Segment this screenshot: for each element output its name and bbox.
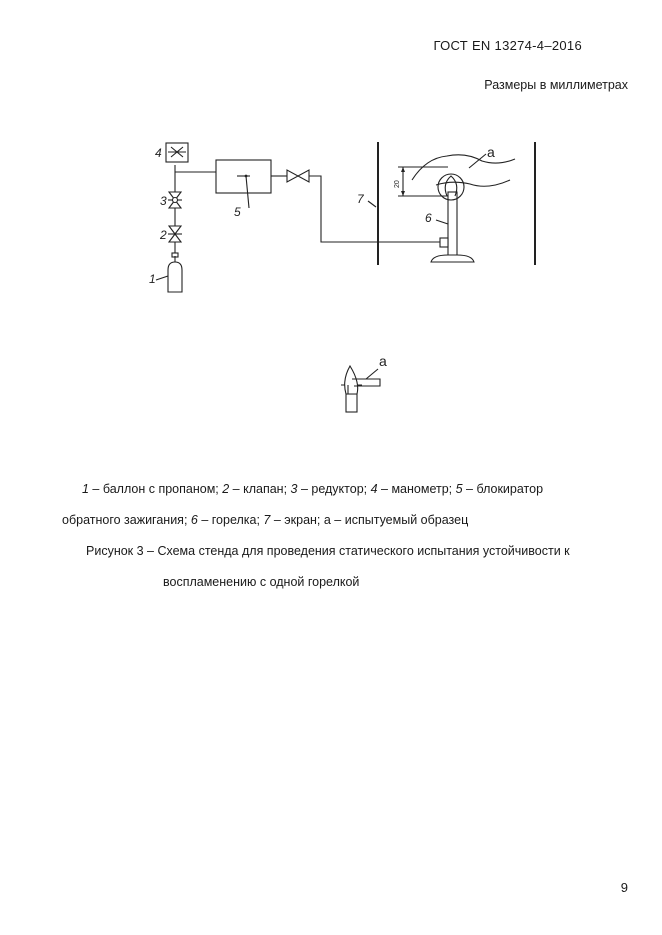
legend-key-2: 2: [222, 482, 230, 496]
legend-text-7: – экран; а – испытуемый образец: [270, 513, 469, 527]
legend-line-1: [82, 482, 543, 496]
callout-7: 7: [357, 192, 364, 206]
legend-text-4: – манометр;: [377, 482, 456, 496]
figure-caption-line-1: Рисунок 3 – Схема стенда для проведения статического испытания устойчивости к: [86, 544, 570, 558]
dimension-label: 20: [394, 180, 401, 188]
inset-callout-a: a: [379, 353, 387, 369]
manometer: [166, 143, 188, 162]
legend-text-5b: обратного зажигания;: [62, 513, 191, 527]
legend-key-5: 5: [455, 482, 463, 496]
legend-key-6: 6: [190, 513, 198, 527]
callout-1: 1: [149, 272, 156, 286]
legend-key-4: 4: [370, 482, 378, 496]
standard-code: ГОСТ EN 13274-4–2016: [433, 38, 582, 53]
valve-symbol: [168, 226, 182, 242]
regulator-symbol: [168, 192, 182, 208]
legend-text-3: – редуктор;: [297, 482, 371, 496]
burner: [431, 174, 474, 262]
inset-burner: [341, 366, 380, 412]
flashback-arrestor: [216, 160, 271, 193]
legend-key-7: 7: [263, 513, 271, 527]
burner-supply-pipe: [309, 176, 441, 242]
callout-5: 5: [234, 205, 241, 219]
legend-text-5: – блокиратор: [462, 482, 544, 496]
test-rig-diagram: [0, 0, 662, 300]
callout-6: 6: [425, 211, 432, 225]
shutoff-valve: [287, 170, 309, 182]
figure-caption-line-2: воспламенению с одной горелкой: [163, 575, 360, 589]
page-number: 9: [620, 880, 628, 895]
legend-text-6: – горелка;: [197, 513, 264, 527]
legend-key-3: 3: [290, 482, 298, 496]
legend-text-1: – баллон с пропаном;: [88, 482, 223, 496]
inset-detail-diagram: [0, 330, 662, 430]
test-specimen: [412, 155, 515, 186]
legend-line-2: [62, 513, 468, 527]
dimension-20: [398, 167, 448, 196]
callout-3: 3: [160, 194, 167, 208]
legend-key-1: 1: [82, 482, 89, 496]
callout-4: 4: [155, 146, 162, 160]
callout-2: 2: [160, 228, 167, 242]
propane-cylinder: [168, 253, 182, 292]
legend-text-2: – клапан;: [229, 482, 291, 496]
units-note: Размеры в миллиметрах: [484, 78, 628, 92]
callout-a: a: [487, 144, 495, 160]
